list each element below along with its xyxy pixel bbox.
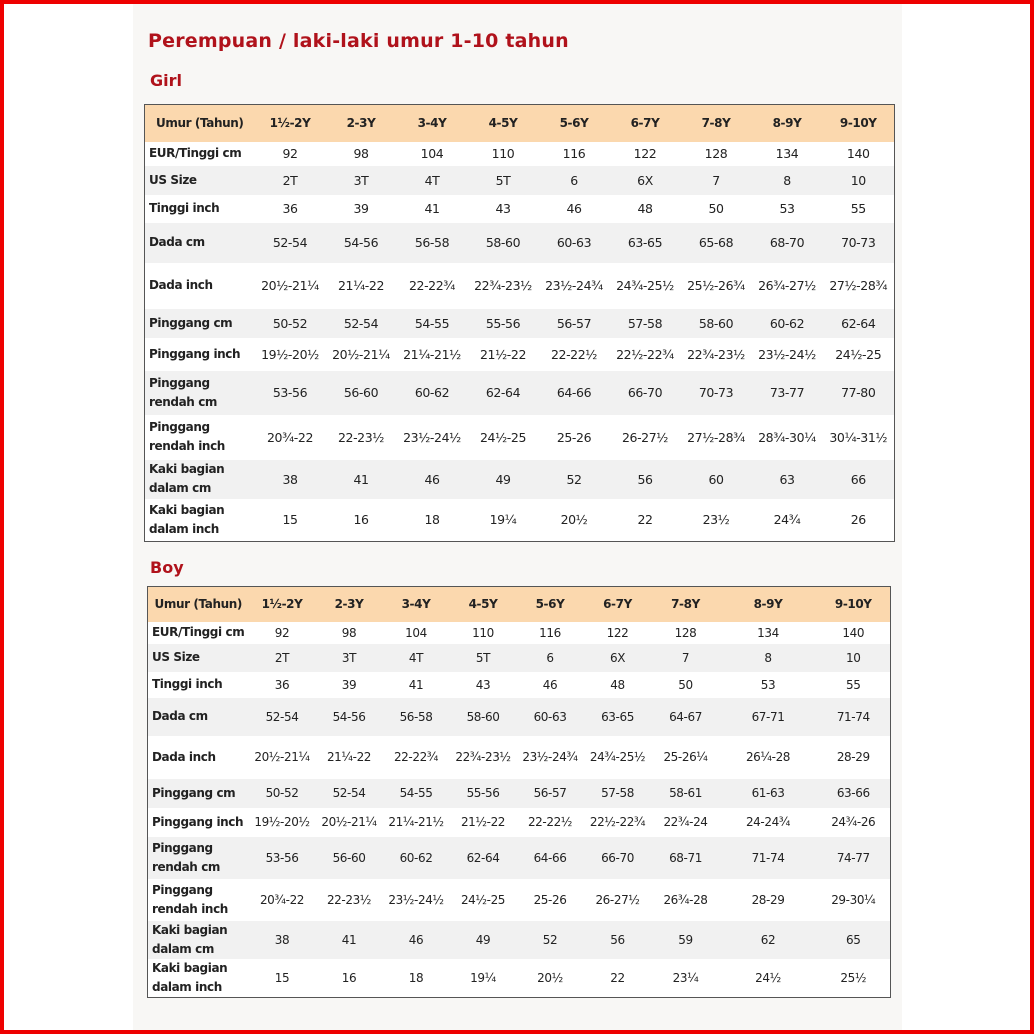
table-cell: 16: [341, 970, 357, 985]
table-row: [148, 779, 891, 808]
table-cell: 28¾-30¼: [758, 429, 816, 445]
column-header-size: 5-6Y: [539, 105, 610, 142]
table-cell: 22-22½: [550, 346, 598, 362]
table-cell: 22¾-23½: [455, 750, 511, 764]
table-cell: 98: [341, 625, 357, 640]
table-cell: 25-26: [556, 429, 592, 445]
table-cell: 23½-24½: [388, 892, 444, 907]
table-cell: 23½-24½: [758, 346, 816, 362]
table-cell: 22-23½: [326, 892, 372, 907]
table-cell: 50: [708, 201, 724, 216]
table-cell: 26-27½: [621, 429, 669, 445]
table-cell: 64-67: [652, 698, 720, 736]
table-cell: 22¾-23½: [474, 278, 532, 293]
table-cell: 22½-22¾: [589, 815, 646, 829]
table-cell: 22-22¾: [408, 278, 456, 293]
row-label: Pinggang rendah inch: [149, 420, 225, 453]
table-cell: 15: [274, 970, 290, 985]
column-header-size: 8-9Y: [720, 587, 817, 622]
table-cell: 16: [353, 512, 369, 528]
table-cell: 55: [850, 201, 866, 216]
table-row: [148, 808, 891, 837]
table-cell: 54-55: [397, 309, 468, 338]
table-cell: 70-73: [681, 371, 752, 415]
table-cell: 53-56: [255, 371, 326, 415]
row-label: Pinggang cm: [148, 779, 249, 808]
row-label: Pinggang rendah inch: [152, 882, 228, 916]
table-cell: 54-56: [326, 223, 397, 263]
table-cell: 56-60: [326, 371, 397, 415]
table-cell: 5T: [450, 644, 517, 672]
row-label: US Size: [148, 644, 249, 672]
table-cell: 38: [255, 460, 326, 499]
table-cell: 57-58: [610, 309, 681, 338]
table-cell: 7: [681, 166, 752, 195]
table-cell: 48: [610, 677, 625, 692]
table-cell: 10: [817, 644, 891, 672]
table-cell: 20¾-22: [266, 429, 314, 445]
table-cell: 36: [282, 201, 298, 216]
table-cell: 6: [539, 166, 610, 195]
table-cell: 7: [652, 644, 720, 672]
row-label: US Size: [145, 166, 255, 195]
table-row: [145, 499, 895, 542]
table-cell: 77-80: [823, 371, 895, 415]
table-cell: 30¼-31½: [829, 429, 888, 445]
header-row: [145, 105, 895, 142]
table-cell: 98: [353, 146, 369, 161]
table-cell: 53: [760, 677, 776, 692]
table-cell: 23½-24¾: [522, 750, 578, 764]
table-cell: 26¾-27½: [758, 278, 816, 293]
row-label: Dada inch: [149, 278, 213, 292]
table-cell: 92: [274, 625, 290, 640]
table-cell: 73-77: [752, 371, 823, 415]
table-cell: 38: [249, 921, 316, 959]
table-cell: 66-70: [610, 371, 681, 415]
table-cell: 27½-28¾: [687, 429, 745, 445]
table-cell: 43: [475, 677, 491, 692]
table-cell: 22-23½: [337, 429, 385, 445]
table-cell: 27½-28¾: [829, 278, 888, 293]
table-cell: 26: [850, 512, 866, 528]
table-cell: 20½-21¼: [254, 750, 310, 764]
table-cell: 52-54: [326, 309, 397, 338]
column-header-size: 2-3Y: [326, 105, 397, 142]
table-cell: 68-70: [752, 223, 823, 263]
table-cell: 24¾-25½: [589, 750, 646, 764]
row-label: Dada inch: [152, 749, 216, 764]
column-header-size: 7-8Y: [681, 105, 752, 142]
table-cell: 24½-25: [835, 346, 882, 362]
table-cell: 46: [542, 677, 558, 692]
table-cell: 60-63: [517, 698, 584, 736]
boy-heading: Boy: [150, 558, 184, 577]
table-cell: 134: [757, 625, 779, 640]
table-cell: 56: [610, 460, 681, 499]
table-cell: 140: [842, 625, 865, 640]
table-cell: 10: [823, 166, 895, 195]
table-cell: 128: [674, 625, 697, 640]
table-cell: 122: [606, 625, 629, 640]
table-cell: 62-64: [468, 371, 539, 415]
table-cell: 22: [637, 512, 653, 528]
table-cell: 24¾: [773, 512, 801, 528]
table-cell: 24-24¾: [745, 815, 791, 829]
row-label: Tinggi inch: [152, 677, 223, 691]
column-header-size: 9-10Y: [817, 587, 891, 622]
table-cell: 6X: [584, 644, 652, 672]
table-row: [145, 415, 895, 460]
table-cell: 92: [282, 146, 298, 161]
table-cell: 21¼-22: [326, 750, 372, 764]
table-cell: 25½: [840, 970, 867, 985]
table-cell: 3T: [326, 166, 397, 195]
table-cell: 20½: [560, 512, 588, 528]
row-label: Pinggang cm: [145, 309, 255, 338]
table-cell: 24½-25: [460, 892, 506, 907]
table-cell: 41: [316, 921, 383, 959]
table-cell: 23½-24¾: [545, 278, 603, 293]
table-row: [148, 736, 891, 779]
table-cell: 63-65: [610, 223, 681, 263]
table-cell: 26¼-28: [745, 750, 791, 764]
table-cell: 60-62: [383, 837, 450, 879]
table-cell: 25-26: [533, 892, 567, 907]
table-cell: 8: [720, 644, 817, 672]
table-cell: 53: [779, 201, 795, 216]
row-label: Dada cm: [148, 698, 249, 736]
table-row: [148, 921, 891, 959]
table-cell: 52: [517, 921, 584, 959]
table-cell: 26¾-28: [663, 892, 708, 907]
table-row: [148, 672, 891, 698]
table-cell: 57-58: [584, 779, 652, 808]
table-cell: 21¼-22: [337, 278, 385, 293]
table-cell: 52-54: [255, 223, 326, 263]
table-cell: 59: [652, 921, 720, 959]
table-cell: 62-64: [823, 309, 895, 338]
table-cell: 52-54: [316, 779, 383, 808]
table-row: [145, 371, 895, 415]
table-cell: 70-73: [823, 223, 895, 263]
table-row: [145, 338, 895, 371]
row-label: Kaki bagian dalam cm: [148, 921, 249, 959]
table-cell: 140: [846, 146, 870, 161]
table-cell: 23¼: [672, 970, 699, 985]
table-cell: 8: [752, 166, 823, 195]
table-cell: 122: [633, 146, 657, 161]
table-cell: 22¾-23½: [687, 346, 745, 362]
table-cell: 24½: [755, 970, 781, 985]
column-header-size: 4-5Y: [468, 105, 539, 142]
table-cell: 68-71: [652, 837, 720, 879]
row-label: Kaki bagian dalam inch: [152, 960, 228, 994]
column-header-size: 4-5Y: [450, 587, 517, 622]
table-cell: 20¾-22: [259, 892, 305, 907]
table-cell: 20½: [537, 970, 563, 985]
page-title: Perempuan / laki-laki umur 1-10 tahun: [148, 30, 569, 52]
table-cell: 66-70: [584, 837, 652, 879]
table-cell: 56-57: [539, 309, 610, 338]
table-cell: 61-63: [720, 779, 817, 808]
table-cell: 24¾-25½: [616, 278, 674, 293]
table-row: [145, 263, 895, 309]
column-header-size: 6-7Y: [610, 105, 681, 142]
table-cell: 56: [584, 921, 652, 959]
table-cell: 50: [678, 677, 693, 692]
table-cell: 22: [610, 970, 625, 985]
table-cell: 29-30¼: [831, 892, 876, 907]
table-cell: 36: [274, 677, 290, 692]
column-header-size: 5-6Y: [517, 587, 584, 622]
table-cell: 22-22¾: [393, 750, 439, 764]
table-cell: 49: [450, 921, 517, 959]
table-cell: 63-66: [817, 779, 891, 808]
table-cell: 63: [752, 460, 823, 499]
table-cell: 3T: [316, 644, 383, 672]
table-cell: 15: [282, 512, 298, 528]
table-cell: 71-74: [817, 698, 891, 736]
table-cell: 58-60: [450, 698, 517, 736]
girl-size-table: [144, 104, 895, 542]
table-cell: 28-29: [836, 750, 870, 764]
row-label: Pinggang inch: [152, 814, 244, 829]
table-cell: 65-68: [681, 223, 752, 263]
table-cell: 110: [491, 146, 515, 161]
column-header-size: 1½-2Y: [249, 587, 316, 622]
row-label: Pinggang rendah cm: [148, 837, 249, 879]
table-cell: 41: [326, 460, 397, 499]
table-cell: 4T: [397, 166, 468, 195]
row-label: Dada cm: [145, 223, 255, 263]
table-cell: 39: [353, 201, 369, 216]
column-header-size: 3-4Y: [383, 587, 450, 622]
table-cell: 22-22½: [527, 815, 573, 829]
table-cell: 5T: [468, 166, 539, 195]
table-cell: 19½-20½: [261, 346, 319, 362]
table-cell: 21¼-21½: [403, 346, 461, 362]
table-cell: 60-63: [539, 223, 610, 263]
table-cell: 104: [420, 146, 444, 161]
table-cell: 4T: [383, 644, 450, 672]
table-cell: 58-60: [681, 309, 752, 338]
table-cell: 71-74: [720, 837, 817, 879]
table-cell: 60: [681, 460, 752, 499]
column-header-age: Umur (Tahun): [148, 587, 249, 622]
table-cell: 2T: [255, 166, 326, 195]
table-row: [148, 879, 891, 921]
table-cell: 49: [468, 460, 539, 499]
table-row: [148, 622, 891, 644]
table-cell: 56-60: [316, 837, 383, 879]
table-cell: 66: [823, 460, 895, 499]
table-row: [145, 195, 895, 223]
table-cell: 58-60: [468, 223, 539, 263]
table-row: [148, 837, 891, 879]
table-cell: 22½-22¾: [616, 346, 674, 362]
table-cell: 19¼: [470, 970, 496, 985]
table-cell: 116: [539, 625, 561, 640]
table-cell: 53-56: [249, 837, 316, 879]
table-cell: 46: [397, 460, 468, 499]
table-cell: 2T: [249, 644, 316, 672]
table-cell: 128: [704, 146, 728, 161]
table-cell: 19½-20½: [254, 815, 310, 829]
table-cell: 116: [562, 146, 586, 161]
table-cell: 62-64: [450, 837, 517, 879]
table-cell: 67-71: [720, 698, 817, 736]
table-row: [148, 698, 891, 736]
girl-heading: Girl: [150, 71, 182, 90]
table-cell: 56-57: [517, 779, 584, 808]
table-cell: 64-66: [539, 371, 610, 415]
table-cell: 20½-21¼: [321, 815, 377, 829]
row-label: Pinggang inch: [149, 346, 241, 361]
table-cell: 50-52: [249, 779, 316, 808]
table-row: [148, 959, 891, 998]
table-cell: 55-56: [468, 309, 539, 338]
table-row: [145, 166, 895, 195]
table-cell: 25½-26¾: [687, 278, 745, 293]
table-cell: 41: [424, 201, 440, 216]
table-cell: 134: [775, 146, 799, 161]
table-cell: 21½-22: [479, 346, 527, 362]
table-cell: 46: [566, 201, 582, 216]
table-row: [145, 223, 895, 263]
column-header-size: 7-8Y: [652, 587, 720, 622]
table-cell: 60-62: [752, 309, 823, 338]
row-label: Kaki bagian dalam cm: [145, 460, 255, 499]
table-cell: 18: [424, 512, 440, 528]
table-cell: 55-56: [450, 779, 517, 808]
table-cell: 54-56: [316, 698, 383, 736]
column-header-size: 8-9Y: [752, 105, 823, 142]
table-cell: 28-29: [751, 892, 785, 907]
table-cell: 25-26¼: [663, 750, 708, 764]
table-cell: 56-58: [397, 223, 468, 263]
header-row: [148, 587, 891, 622]
table-cell: 52-54: [249, 698, 316, 736]
table-cell: 64-66: [517, 837, 584, 879]
boy-size-table: [147, 586, 891, 998]
column-header-size: 6-7Y: [584, 587, 652, 622]
table-cell: 41: [408, 677, 424, 692]
table-cell: 46: [383, 921, 450, 959]
table-cell: 6X: [610, 166, 681, 195]
table-cell: 18: [408, 970, 424, 985]
row-label: Kaki bagian dalam inch: [149, 502, 225, 536]
row-label: Tinggi inch: [149, 201, 220, 215]
table-row: [145, 309, 895, 338]
table-cell: 24¾-26: [831, 815, 876, 829]
column-header-size: 1½-2Y: [255, 105, 326, 142]
table-cell: 65: [817, 921, 891, 959]
table-cell: 63-65: [584, 698, 652, 736]
row-label: Pinggang rendah cm: [145, 371, 255, 415]
table-cell: 20½-21¼: [261, 278, 319, 293]
table-cell: 19¼: [489, 512, 517, 528]
column-header-size: 3-4Y: [397, 105, 468, 142]
column-header-size: 2-3Y: [316, 587, 383, 622]
table-row: [145, 142, 895, 166]
table-row: [148, 644, 891, 672]
table-cell: 23½-24½: [403, 429, 461, 445]
column-header-age: Umur (Tahun): [145, 105, 255, 142]
table-cell: 74-77: [817, 837, 891, 879]
table-cell: 62: [720, 921, 817, 959]
column-header-size: 9-10Y: [823, 105, 895, 142]
table-cell: 6: [517, 644, 584, 672]
table-cell: 23½: [702, 512, 730, 528]
table-cell: 21¼-21½: [388, 815, 444, 829]
table-cell: 52: [539, 460, 610, 499]
table-cell: 104: [405, 625, 427, 640]
table-cell: 43: [495, 201, 511, 216]
table-cell: 39: [341, 677, 357, 692]
row-label: EUR/Tinggi cm: [152, 625, 245, 639]
table-cell: 50-52: [255, 309, 326, 338]
table-cell: 60-62: [397, 371, 468, 415]
row-label: EUR/Tinggi cm: [149, 146, 242, 160]
table-cell: 26-27½: [595, 892, 640, 907]
table-cell: 21½-22: [460, 815, 506, 829]
table-row: [145, 460, 895, 499]
table-cell: 110: [472, 625, 494, 640]
table-cell: 55: [846, 677, 861, 692]
table-cell: 54-55: [383, 779, 450, 808]
table-cell: 58-61: [652, 779, 720, 808]
table-cell: 24½-25: [479, 429, 527, 445]
table-cell: 20½-21¼: [332, 346, 390, 362]
table-cell: 48: [637, 201, 653, 216]
table-cell: 56-58: [383, 698, 450, 736]
table-cell: 22¾-24: [663, 815, 708, 829]
